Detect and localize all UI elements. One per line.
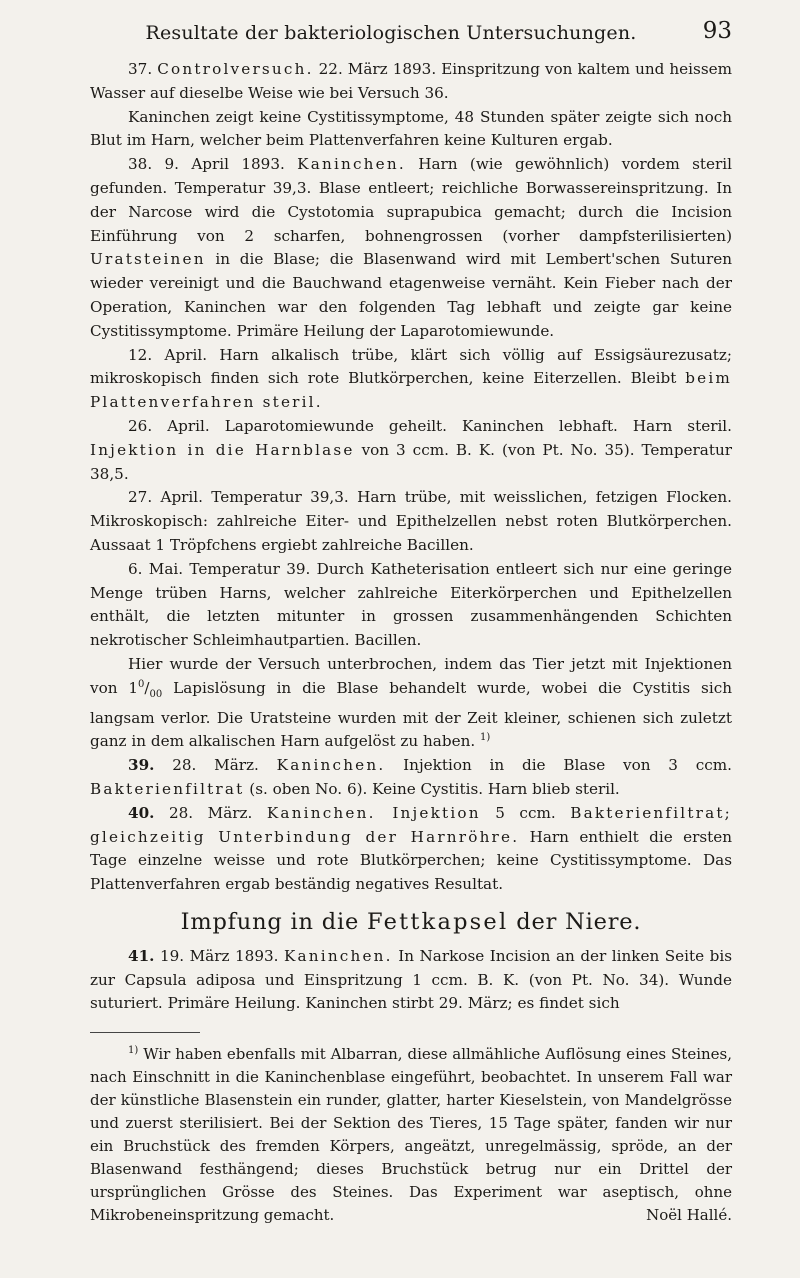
superscript: 0: [138, 678, 145, 690]
paragraph-text: 26. April. Laparotomiewunde geheilt. Kaninchen lebhaft. Harn steril.: [128, 416, 732, 435]
paragraph-37-result: Kaninchen zeigt keine Cystitissymptome, 48 Stunden später zeigte sich noch Blut im Harn, welcher beim Plattenverfahren keine Kulturen ergab.: [90, 107, 732, 150]
spaced-term: Fettkapsel: [367, 908, 509, 935]
paragraph-text: Harn enthielt die ersten Tage einzelne weisse und rote Blutkörperchen; keine Cystitissymptome. Das Plattenverfahren ergab beständig negatives Resultat.: [90, 827, 732, 894]
paragraph-12-april: [90, 344, 732, 415]
heading-text: Impfung in die: [180, 908, 368, 935]
paragraph-text: 28. März.: [154, 756, 277, 775]
body-text: [90, 58, 732, 1016]
paragraph-text: von 3 ccm. B. K. (von Pt. No. 35). Temperatur 38,5.: [90, 440, 732, 483]
paragraph-text: 22. März 1893. Einspritzung von kaltem und heissem Wasser auf dieselbe Weise wie bei Versuch 36.: [90, 60, 733, 102]
spaced-term: Kaninchen.: [276, 756, 386, 775]
entry-number: 40.: [128, 803, 155, 822]
paragraph-40: [90, 802, 732, 897]
footnote-ref[interactable]: 1): [480, 732, 491, 744]
paragraph-text: Lapislösung in die Blase behandelt wurde, wobei die Cystitis sich langsam verlor. Die Uratsteine wurden mit der Zeit kleiner, schienen sich zuletzt ganz in dem alkalischen Harn aufgelöst zu haben.: [90, 678, 732, 751]
spaced-term: Controlversuch.: [157, 60, 314, 78]
paragraph-text: in die Blase; die Blasenwand wird mit Lembert'schen Suturen wieder vereinigt und die Bauchwand etagenweise vernäht. Kein Fieber nach der Operation, Kaninchen war den folgenden Tag lebhaft und zeigte gar keine Cystitissymptome. Primäre Heilung der Laparotomiewunde.: [90, 250, 732, 340]
paragraph-text: Harn (wie gewöhnlich) vordem steril gefunden. Temperatur 39,3. Blase entleert; reichliche Borwassereinspritzung. In der Narcose wird die Cystotomia suprapubica gemacht; durch die Incision Einführung von 2 scharfen, bohnengrossen (vorher dampfsterilisierten): [90, 155, 732, 245]
footnote-text: Wir haben ebenfalls mit Albarran, diese allmähliche Auflösung eines Steines, nach Einschnitt in die Kaninchenblase eingeführt, beobachtet. In unserem Fall war der künstliche Blasenstein ein runder, glatter, harter Kieselstein, von Mandelgrösse und zuerst sterilisiert. Bei der Sektion des Tieres, 15 Tage später, fanden wir nur ein Bruchstück des fremden Körpers, angeätzt, unregelmässig, spröde, an der Blasenwand festhängend; dieses Bruchstück betrug nur ein Drittel der ursprünglichen Grösse des Steines. Das Experiment war aseptisch, ohne Mikrobeneinspritzung gemacht.: [90, 1045, 732, 1225]
footnote: [90, 1043, 732, 1227]
footnote-divider: [90, 1032, 200, 1033]
entry-number: 41.: [128, 946, 155, 965]
running-title: Resultate der bakteriologischen Untersuchungen.: [145, 22, 637, 44]
spaced-term: Uratsteinen: [90, 250, 206, 269]
paragraph-39: [90, 754, 732, 802]
section-heading: [90, 908, 732, 935]
spaced-term: Bakterienfiltrat: [90, 779, 245, 798]
paragraph-hier: [90, 653, 732, 754]
paragraph-text: 5 ccm.: [480, 803, 571, 822]
paragraph-text: 19. März 1893.: [154, 946, 284, 965]
running-header: [90, 0, 732, 58]
paragraph-text: Hier wurde der Versuch unterbrochen, indem das Tier jetzt mit Injektionen von 1: [90, 654, 732, 697]
entry-number: 37.: [128, 60, 153, 78]
spaced-term: beim Plattenverfahren steril.: [90, 369, 732, 412]
paragraph-27-april: 27. April. Temperatur 39,3. Harn trübe, mit weisslichen, fetzigen Flocken. Mikroskopisch: zahlreiche Eiter- und Epithelzellen nebst roten Blutkörperchen. Aussaat 1 Tröpfchens ergiebt zahlreiche Bacillen.: [90, 488, 732, 554]
paragraph-41: [90, 945, 732, 1016]
paragraph-6-mai: 6. Mai. Temperatur 39. Durch Katheterisation entleert sich nur eine geringe Menge trüben Harns, welcher zahlreiche Eiterkörperchen und Epithelzellen enthält, die letzten mitunter in grossen zusammenhängenden Schichten nekrotischer Schleimhautpartien. Bacillen.: [90, 559, 732, 650]
footnotes: [90, 1043, 732, 1227]
spaced-term: Kaninchen. Injektion: [266, 803, 481, 822]
spaced-term: Kaninchen.: [297, 155, 406, 174]
paragraph-text: 28. März.: [154, 803, 267, 822]
spaced-term: Kaninchen.: [283, 946, 393, 965]
slash: /: [144, 678, 150, 697]
paragraph-text: In Narkose Incision an der linken Seite bis zur Capsula adiposa und Einspritzung 1 ccm. B. K. (von Pt. No. 34). Wunde suturiert. Primäre Heilung. Kaninchen stirbt 29. März; es findet sich: [90, 946, 733, 1013]
paragraph-37: [90, 58, 732, 106]
paragraph-26-april: [90, 415, 732, 486]
paragraph-text: (s. oben No. 6). Keine Cystitis. Harn blieb steril.: [244, 779, 620, 798]
paragraph-38: [90, 153, 732, 343]
paragraph-text: 38. 9. April 1893.: [128, 155, 298, 174]
footnote-signature: Noël Hallé.: [646, 1206, 732, 1225]
spaced-term: Bakterienfiltrat; gleichzeitig Unterbindung der Harnröhre.: [90, 803, 732, 846]
paragraph-text: 12. April. Harn alkalisch trübe, klärt sich völlig auf Essigsäurezusatz; mikroskopisch finden sich rote Blutkörperchen, keine Eiterzellen. Bleibt: [90, 345, 732, 388]
page-number: 93: [702, 18, 732, 44]
footnote-marker: 1): [128, 1045, 139, 1057]
spaced-term: Injektion in die Harnblase: [90, 440, 355, 459]
paragraph-text: Injektion in die Blase von 3 ccm.: [385, 756, 732, 775]
entry-number: 39.: [128, 756, 155, 775]
subscript: 00: [149, 688, 163, 700]
heading-text: der Niere.: [508, 908, 642, 935]
